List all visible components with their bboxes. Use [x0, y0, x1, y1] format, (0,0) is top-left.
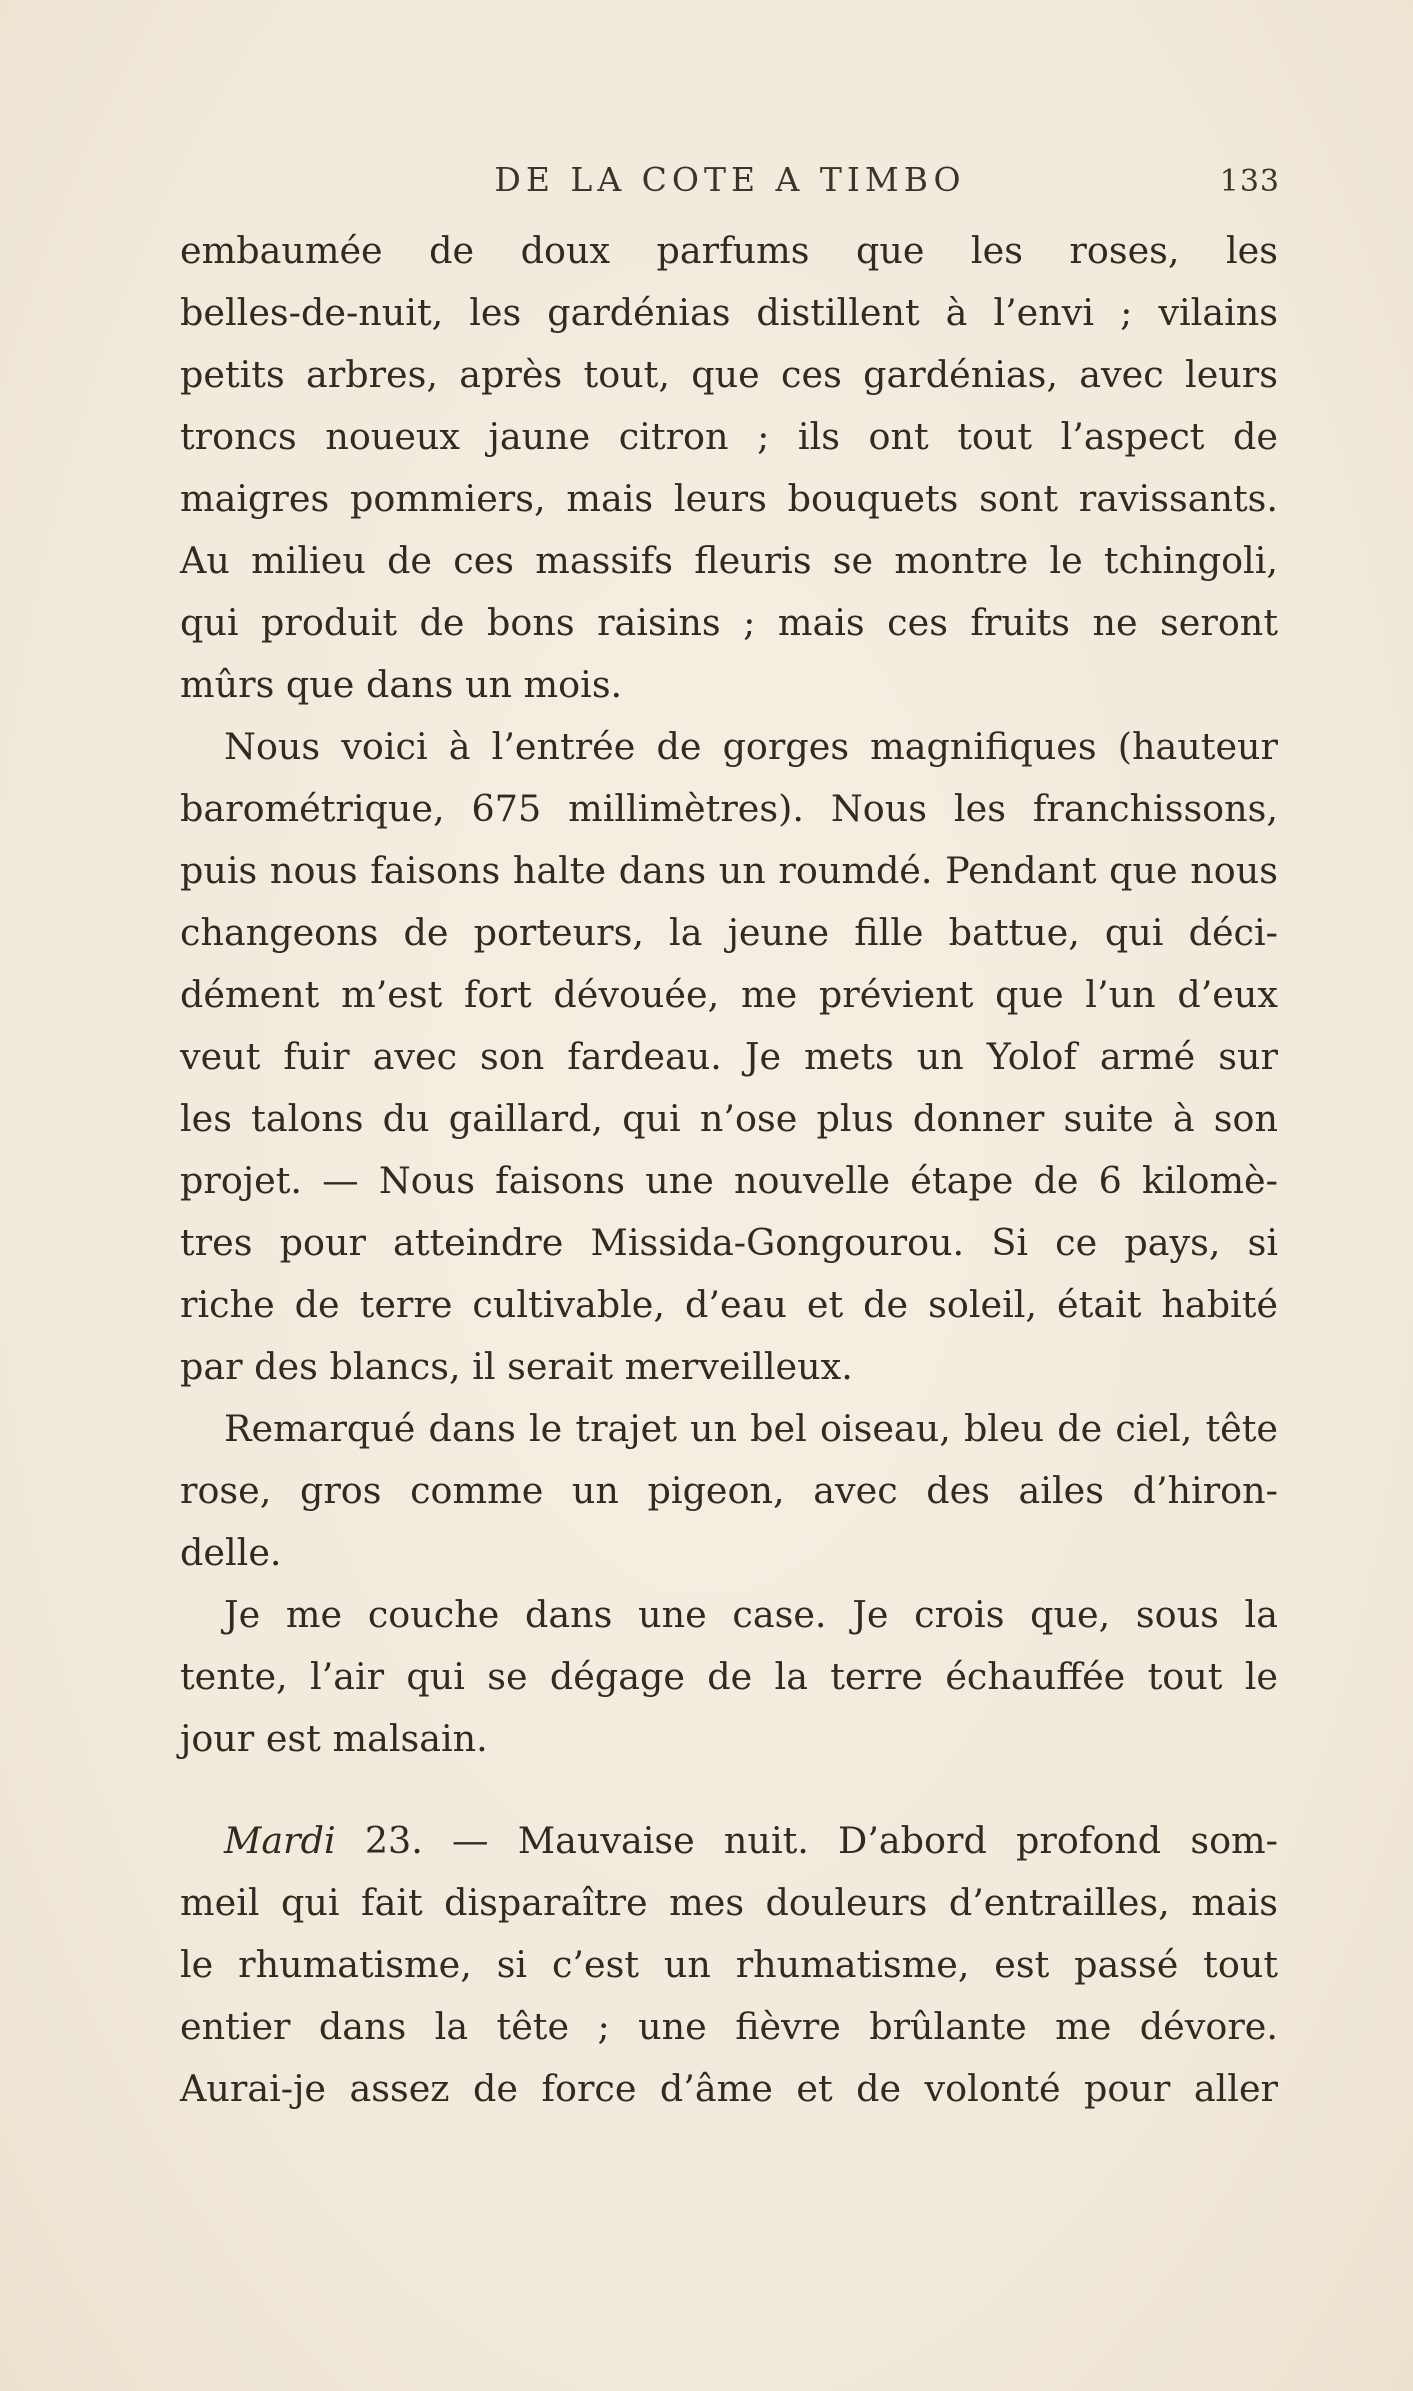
diary-entry: [180, 1810, 1278, 2120]
text-line: delle.: [180, 1531, 282, 1574]
text-line: dément m’est fort dévouée, me prévient que l’un d’eux: [180, 973, 1278, 1016]
paragraph: [180, 220, 1278, 716]
text-line: meil qui fait disparaître mes douleurs d’entrailles, mais: [180, 1881, 1278, 1924]
text-line: barométrique, 675 millimètres). Nous les franchissons,: [180, 787, 1278, 830]
text-line: riche de terre cultivable, d’eau et de soleil, était habité: [180, 1283, 1278, 1326]
paragraph: [180, 716, 1278, 1398]
page-number: 133: [1219, 164, 1280, 199]
text-line: rose, gros comme un pigeon, avec des ailes d’hiron-: [180, 1469, 1278, 1512]
text-line: mûrs que dans un mois.: [180, 663, 623, 706]
paragraph: [180, 1584, 1278, 1770]
text-line: tente, l’air qui se dégage de la terre échauffée tout le: [180, 1655, 1278, 1698]
text-line: troncs noueux jaune citron ; ils ont tout l’aspect de: [180, 415, 1278, 458]
text-line: jour est malsain.: [180, 1717, 488, 1760]
text-line: Au milieu de ces massifs fleuris se montre le tchingoli,: [180, 539, 1278, 582]
section-gap: [180, 1770, 1278, 1810]
text-line: projet. — Nous faisons une nouvelle étape de 6 kilomè-: [180, 1159, 1278, 1202]
text-line: belles-de-nuit, les gardénias distillent à l’envi ; vilains: [180, 291, 1278, 334]
text-line: puis nous faisons halte dans un roumdé. Pendant que nous: [180, 849, 1278, 892]
text-line: Je me couche dans une case. Je crois que, sous la: [224, 1593, 1278, 1636]
text-line: changeons de porteurs, la jeune fille battue, qui déci-: [180, 911, 1278, 954]
entry-first-line: [180, 1810, 1278, 1872]
text-line: Aurai-je assez de force d’âme et de volonté pour aller: [180, 2067, 1278, 2110]
text-line: maigres pommiers, mais leurs bouquets sont ravissants.: [180, 477, 1278, 520]
page-header: [180, 160, 1280, 210]
text-line: qui produit de bons raisins ; mais ces fruits ne seront: [180, 601, 1278, 644]
text-line: veut fuir avec son fardeau. Je mets un Yolof armé sur: [180, 1035, 1278, 1078]
text-line: entier dans la tête ; une fièvre brûlante me dévore.: [180, 2005, 1278, 2048]
paragraph: [180, 1398, 1278, 1584]
entry-day: Mardi: [224, 1819, 336, 1862]
text-line: par des blancs, il serait merveilleux.: [180, 1345, 853, 1388]
text-line: embaumée de doux parfums que les roses, les: [180, 229, 1278, 272]
text-line: Nous voici à l’entrée de gorges magnifiques (hauteur: [224, 725, 1278, 768]
text-line: Remarqué dans le trajet un bel oiseau, bleu de ciel, tête: [224, 1407, 1278, 1450]
text-line: le rhumatisme, si c’est un rhumatisme, est passé tout: [180, 1943, 1278, 1986]
text-line: tres pour atteindre Missida-Gongourou. Si ce pays, si: [180, 1221, 1278, 1264]
text-line: les talons du gaillard, qui n’ose plus donner suite à son: [180, 1097, 1278, 1140]
body-text: [180, 220, 1278, 2120]
running-title: DE LA COTE A TIMBO: [494, 160, 966, 199]
text-line: petits arbres, après tout, que ces gardénias, avec leurs: [180, 353, 1278, 396]
entry-first-line-text: 23. — Mauvaise nuit. D’abord profond som-: [364, 1819, 1278, 1862]
